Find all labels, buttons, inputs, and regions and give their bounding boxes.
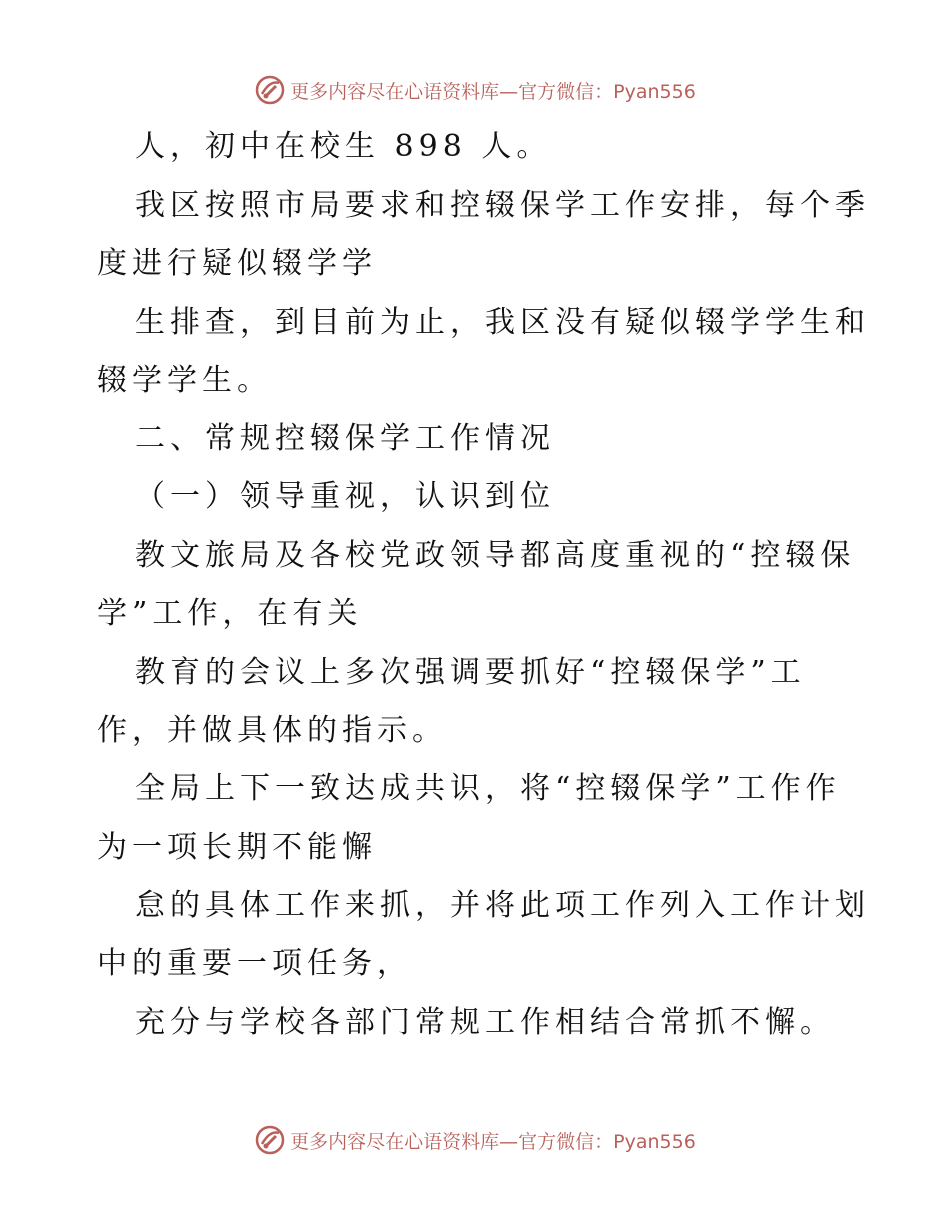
- section-heading: 二、常规控辍保学工作情况: [135, 421, 555, 456]
- body-line: 怠的具体工作来抓，并将此项工作列入工作计划: [135, 888, 870, 923]
- watermark-text: 更多内容尽在心语资料库—官方微信：Pyan556: [290, 80, 696, 103]
- watermark-text: 更多内容尽在心语资料库—官方微信：Pyan556: [290, 1130, 696, 1153]
- body-line: 我区按照市局要求和控辍保学工作安排，每个季: [135, 188, 870, 223]
- body-line: 人，初中在校生 898 人。: [135, 129, 552, 164]
- body-line: 辍学学生。: [97, 363, 272, 398]
- book-pen-logo-icon: [254, 74, 286, 106]
- body-line: 作，并做具体的指示。: [97, 713, 447, 748]
- subsection-heading: （一）领导重视，认识到位: [135, 479, 555, 514]
- body-line: 为一项长期不能懈: [97, 830, 377, 865]
- body-line: 度进行疑似辍学学: [97, 246, 377, 281]
- header-watermark: [0, 70, 950, 110]
- book-pen-logo-icon: [254, 1124, 286, 1156]
- footer-watermark: [0, 1120, 950, 1160]
- body-line: 教文旅局及各校党政领导都高度重视的“控辍保: [135, 538, 856, 573]
- body-line: 教育的会议上多次强调要抓好“控辍保学”工: [135, 655, 806, 690]
- body-line: 中的重要一项任务，: [97, 946, 412, 981]
- body-line: 生排查，到目前为止，我区没有疑似辍学学生和: [135, 305, 870, 340]
- body-line: 全局上下一致达成共识，将“控辍保学”工作作: [135, 771, 841, 806]
- body-line: 学”工作，在有关: [97, 596, 363, 631]
- body-line: 充分与学校各部门常规工作相结合常抓不懈。: [135, 1005, 835, 1040]
